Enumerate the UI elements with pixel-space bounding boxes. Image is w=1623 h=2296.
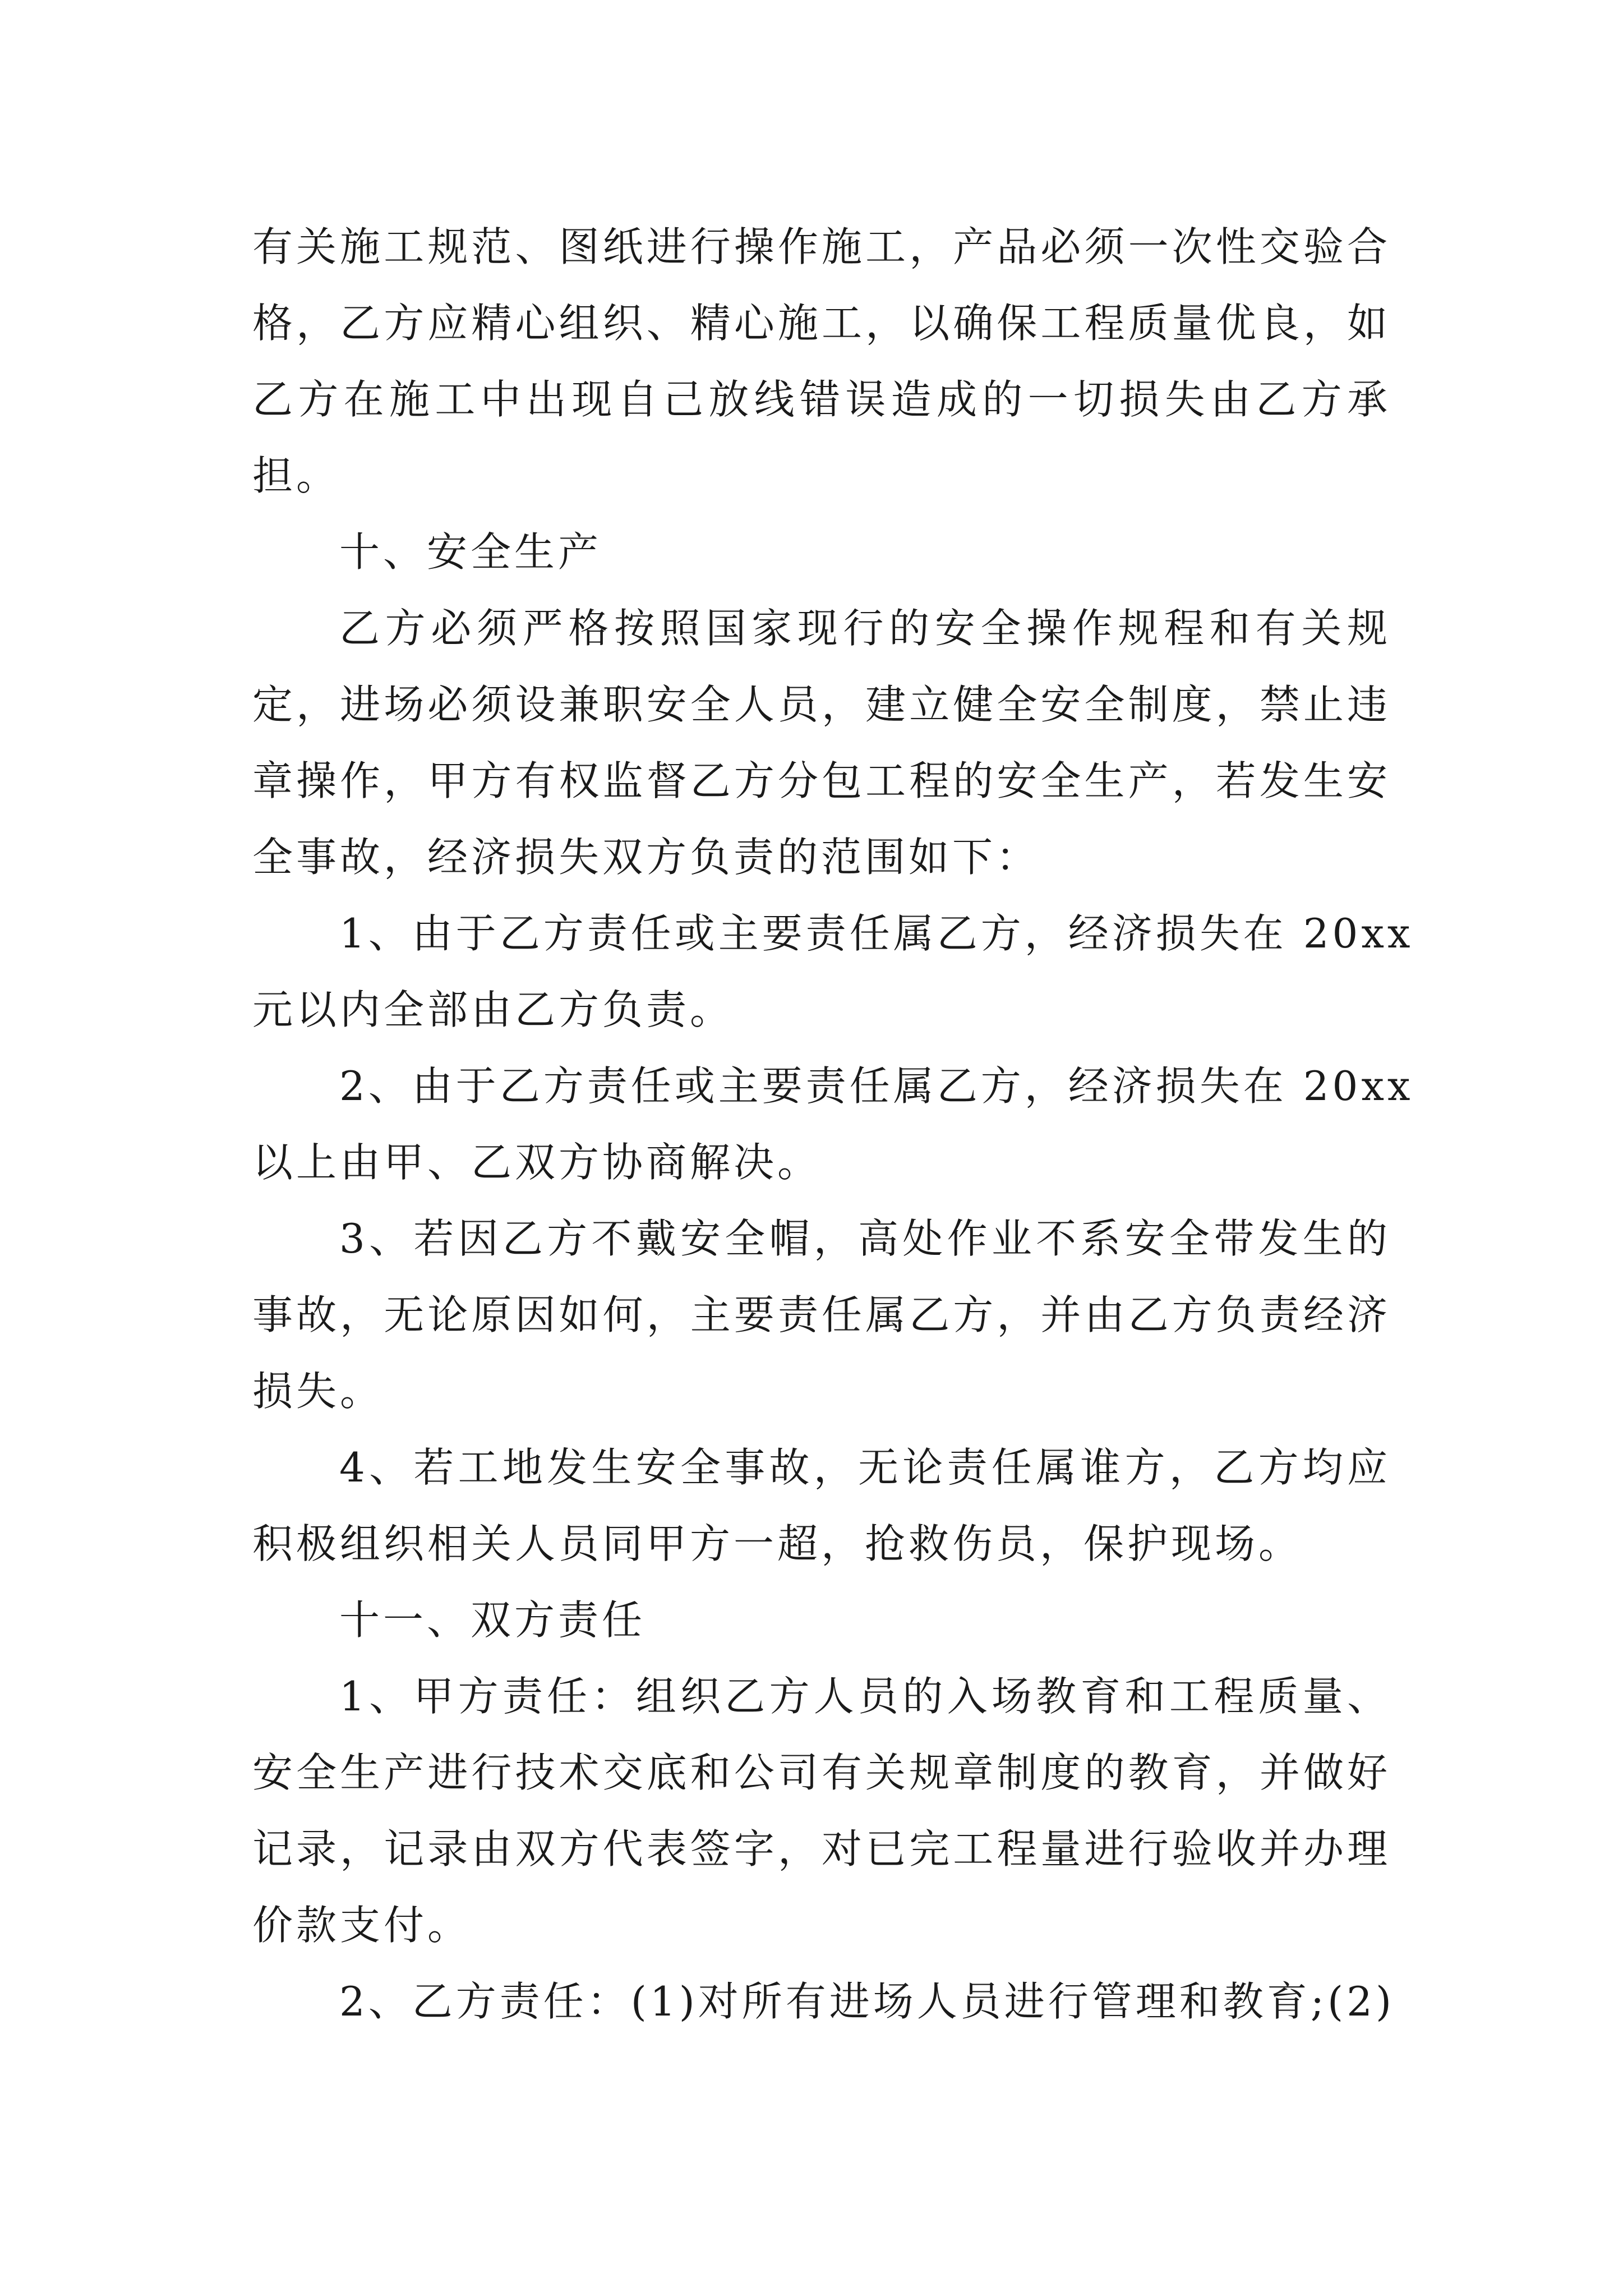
text-line: 章操作，甲方有权监督乙方分包工程的安全生产，若发生安 [252, 757, 1391, 804]
text-line: 格，乙方应精心组织、精心施工，以确保工程质量优良，如 [252, 300, 1391, 347]
text-line: 3、若因乙方不戴安全帽，高处作业不系安全带发生的 [339, 1215, 1391, 1262]
text-line: 价款支付。 [252, 1902, 472, 1949]
text-line: 十一、双方责任 [339, 1596, 646, 1644]
text-line: 2、由于乙方责任或主要责任属乙方，经济损失在 20xx [339, 1062, 1414, 1110]
text-line: 定，进场必须设兼职安全人员，建立健全安全制度，禁止违 [252, 681, 1391, 728]
text-line: 2、乙方责任：(1)对所有进场人员进行管理和教育;(2) [339, 1978, 1395, 2025]
text-line: 事故，无论原因如何，主要责任属乙方，并由乙方负责经济 [252, 1291, 1391, 1338]
text-line: 乙方在施工中出现自己放线错误造成的一切损失由乙方承 [252, 376, 1391, 423]
text-line: 担。 [252, 452, 340, 499]
text-line: 记录，记录由双方代表签字，对已完工程量进行验收并办理 [252, 1825, 1391, 1872]
text-line: 元以内全部由乙方负责。 [252, 986, 734, 1033]
text-line: 4、若工地发生安全事故，无论责任属谁方，乙方均应 [339, 1444, 1391, 1491]
text-line: 以上由甲、乙双方协商解决。 [252, 1139, 822, 1186]
text-line: 安全生产进行技术交底和公司有关规章制度的教育，并做好 [252, 1749, 1391, 1796]
text-line: 有关施工规范、图纸进行操作施工，产品必须一次性交验合 [252, 223, 1391, 270]
text-line: 乙方必须严格按照国家现行的安全操作规程和有关规 [339, 605, 1391, 652]
text-line: 1、由于乙方责任或主要责任属乙方，经济损失在 20xx [339, 910, 1414, 957]
text-line: 积极组织相关人员同甲方一超，抢救伤员，保护现场。 [252, 1520, 1303, 1567]
text-line: 全事故，经济损失双方负责的范围如下： [252, 834, 1040, 881]
document-body [252, 209, 1414, 2040]
text-line: 1、甲方责任：组织乙方人员的入场教育和工程质量、 [339, 1673, 1391, 1720]
text-line: 十、安全生产 [339, 528, 602, 576]
text-line: 损失。 [252, 1368, 384, 1415]
